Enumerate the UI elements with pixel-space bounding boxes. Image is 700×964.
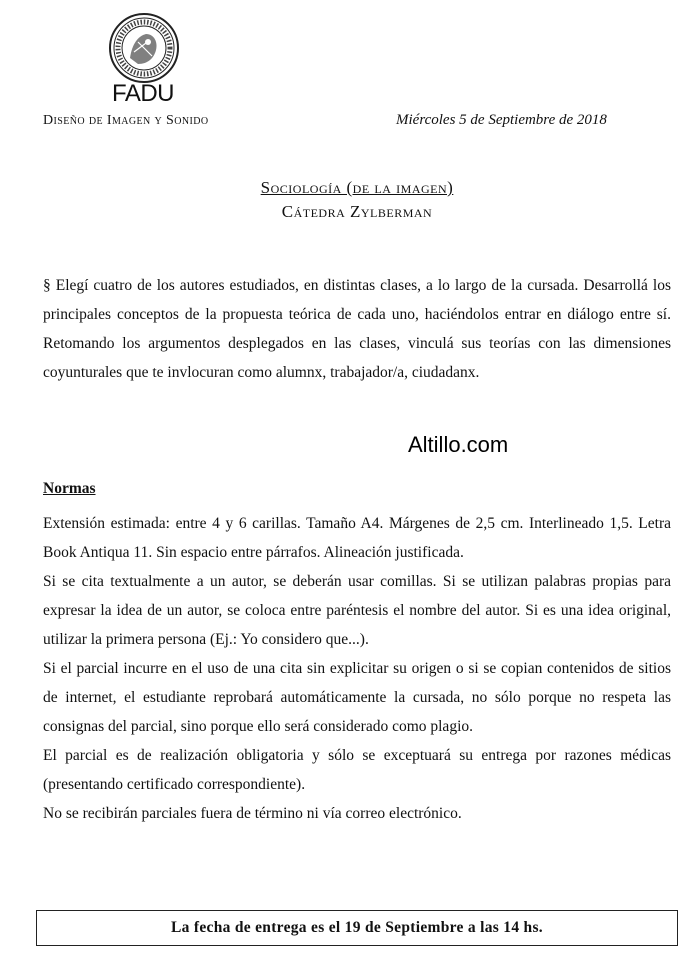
norm-paragraph: Si se cita textualmente a un autor, se deberán usar comillas. Si se utilizan palabras propias para expresar la idea de un autor, se coloca entre paréntesis el nombre del autor. Si es una idea original, utilizar la primera persona (Ej.: Yo considero que...). xyxy=(43,573,671,648)
course-title: Sociología (de la imagen) xyxy=(260,178,454,197)
norm-paragraph: El parcial es de realización obligatoria y sólo se exceptuará su entrega por razones médicas (presentando certificado correspondiente). xyxy=(43,747,671,793)
assignment-prompt: § Elegí cuatro de los autores estudiados, en distintas clases, a lo largo de la cursada. Desarrollá los principales conceptos de la propuesta teórica de cada uno, haciéndolos entrar en diálogo entre sí. Retomando los argumentos desplegados en las clases, vinculá sus teorías con las dimensiones coyunturales que te invlocuran como alumnx, trabajador/a, ciudadanx. xyxy=(43,277,671,381)
university-seal-logo xyxy=(108,12,180,84)
norm-paragraph: No se recibirán parciales fuera de término ni vía correo electrónico. xyxy=(43,805,462,822)
document-date: Miércoles 5 de Septiembre de 2018 xyxy=(396,112,607,128)
chair-name: Cátedra Zylberman xyxy=(281,202,433,221)
norm-paragraph: Extensión estimada: entre 4 y 6 carillas. Tamaño A4. Márgenes de 2,5 cm. Interlineado 1,5. Letra Book Antiqua 11. Sin espacio entre párrafos. Alineación justificada. xyxy=(43,515,671,561)
watermark-text: Altillo.com xyxy=(408,432,509,457)
norm-paragraph: Si el parcial incurre en el uso de una cita sin explicitar su origen o si se copian contenidos de sitios de internet, el estudiante reprobará automáticamente la cursada, no sólo porque no respeta las consignas del parcial, sino porque ello será considerado como plagio. xyxy=(43,660,671,735)
norms-section xyxy=(43,509,671,828)
fadu-logo-text: FADU xyxy=(112,80,175,107)
norms-heading: Normas xyxy=(43,480,96,497)
deadline-box: La fecha de entrega es el 19 de Septiembre a las 14 hs. xyxy=(36,910,678,946)
department-name: Diseño de Imagen y Sonido xyxy=(43,113,209,128)
